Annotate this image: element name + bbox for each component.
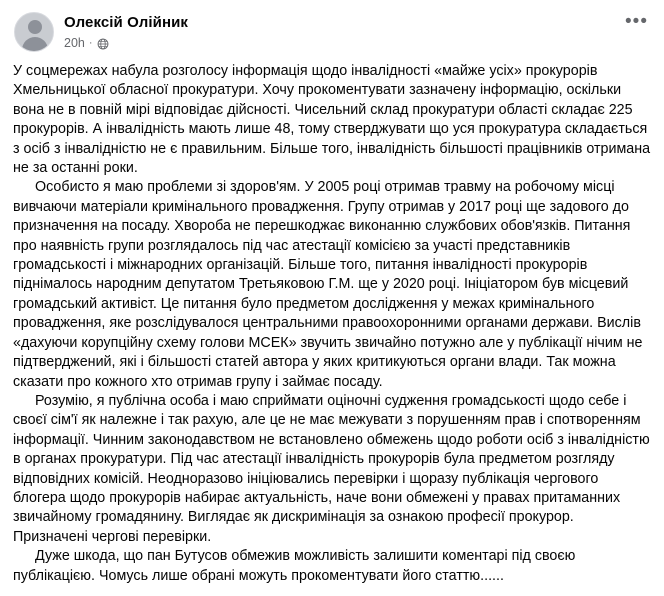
post-timestamp[interactable]: 20h	[64, 36, 85, 50]
post-meta	[64, 35, 188, 51]
post-author-name[interactable]: Олексій Олійник	[64, 14, 189, 31]
post-paragraph: Розумію, я публічна особа і маю сприймати оціночні судження громадськості щодо себе і своєї сім'ї як належне і так рахую, але це не має межувати з порушенням прав і спотворенням інформації. Чинним законодавством не встановлено обмежень щодо роботи осіб з інвалідністю в органах прокуратури. Під час атестації інвалідність прокурорів була предметом розгляду відповідних комісій. Неодноразово ініціювались перевірки і щоразу публікація чергового блогера щодо прокурорів набирає актуальність, наче вони обмежені у правах притаманних звичайному громадянину. Виглядає як дискримінація за ознакою професії прокурор. Призначені чергові перевірки.	[13, 392, 650, 545]
globe-icon[interactable]	[97, 38, 109, 50]
more-options-icon[interactable]: •••	[625, 11, 648, 32]
post-header	[0, 0, 664, 58]
post-header-text	[64, 12, 188, 51]
avatar[interactable]	[14, 12, 54, 52]
post-paragraph: У соцмережах набула розголосу інформація щодо інвалідності «майже усіх» прокурорів Хмельницької обласної прокуратури. Хочу прокоментувати зазначену інформацію, оскільки вона не в повній мірі відповідає дійсності. Чисельний склад прокуратури області складає 225 прокурорів. А інвалідність мають лише 48, тому стверджувати що уся прокуратура складається з осіб з інвалідністю не є правильним. Більше того, інвалідність більшості працівників отримана не за останні роки.	[13, 63, 651, 177]
avatar-head-shape	[28, 20, 42, 34]
meta-separator: ·	[88, 37, 93, 49]
avatar-body-shape	[22, 37, 48, 52]
post-paragraph: Особисто я маю проблеми зі здоров'ям. У 2005 році отримав травму на робочому місці вивчаючи матеріали кримінального провадження. Групу отримав у 2017 році ще задового до призначення на посаду. Хвороба не перешкоджає виконанню службових обов'язків. Питання про наявність групи розглядалось під час атестації комісією за участі представників громадськості і міжнародних організацій. Більше того, питання інвалідності прокурорів піднімалось народним депутатом Третьяковою Г.М. ще у 2020 році. Ініціатором був місцевий громадський активіст. Це питання було предметом дослідження у межах кримінального провадження, яке розслідувалося центральними правоохоронними органами держави. Вислів «дахуючи корупційну схему голови МСЕК» звучить звичайно потужно але у публікації нічим не підтверджений, які і більшості статей автора у яких критикуються органи влади. Так можна сказати про кожного хто отримав групу і займає посаду.	[13, 179, 643, 390]
post-paragraph: Дуже шкода, що пан Бутусов обмежив можливість залишити коментарі під своєю публікацією. Чомусь лише обрані можуть прокоментувати його статтю......	[13, 548, 576, 584]
post-text	[0, 58, 664, 596]
